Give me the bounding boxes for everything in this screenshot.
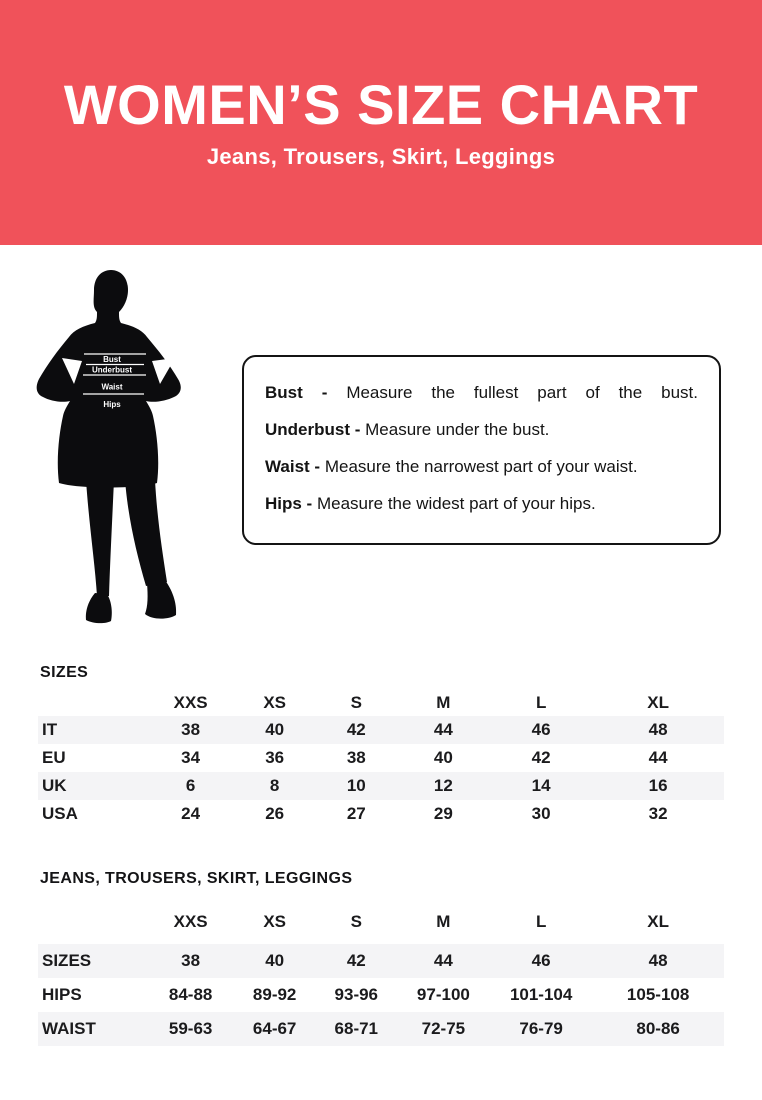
- size-cell: 72-75: [421, 1019, 466, 1038]
- page-title: WOMEN’S SIZE CHART: [63, 73, 699, 136]
- size-cell: 14: [531, 776, 551, 795]
- size-cell: 44: [433, 720, 453, 739]
- column-header-xs: XS: [263, 912, 286, 931]
- silhouette-left-shoe: [86, 593, 112, 623]
- size-cell: 40: [433, 748, 453, 767]
- measurement-definitions-box: [242, 355, 721, 545]
- table-row-usa: [38, 800, 724, 828]
- column-header-xl: XL: [647, 693, 669, 712]
- row-label-uk: UK: [42, 776, 67, 795]
- column-header-m: M: [436, 693, 451, 712]
- size-cell: 26: [265, 804, 285, 823]
- size-cell: 48: [648, 720, 668, 739]
- measure-term-underbust: Underbust -: [265, 420, 361, 439]
- measure-text-underbust: Measure under the bust.: [365, 420, 550, 439]
- size-cell: 36: [265, 748, 285, 767]
- measure-text-bust: Measure the fullest part of the bust.: [346, 383, 698, 402]
- size-cell: 97-100: [416, 985, 470, 1004]
- row-label-it: IT: [42, 720, 58, 739]
- size-cell: 32: [648, 804, 668, 823]
- size-cell: 59-63: [168, 1019, 213, 1038]
- sizes-table-title: SIZES: [40, 664, 89, 681]
- size-cell: 12: [433, 776, 453, 795]
- size-cell: 80-86: [636, 1019, 680, 1038]
- size-cell: 46: [531, 951, 551, 970]
- body-silhouette: [38, 262, 208, 632]
- sizes-table-corner-cell: [38, 690, 148, 716]
- size-cell: 6: [185, 776, 196, 795]
- table-row-hips: [38, 978, 724, 1012]
- size-cell: 44: [648, 748, 668, 767]
- bottoms-table-header-row: [38, 900, 724, 944]
- size-cell: 8: [269, 776, 280, 795]
- sizes-table-section: [38, 664, 724, 828]
- silhouette-right-leg: [125, 480, 167, 586]
- measure-term-hips: Hips -: [265, 494, 313, 513]
- size-cell: 38: [181, 720, 201, 739]
- size-cell: 16: [648, 776, 668, 795]
- measure-text-waist: Measure the narrowest part of your waist.: [324, 457, 638, 476]
- sizes-table: [38, 690, 724, 828]
- row-label-sizes: SIZES: [42, 951, 92, 970]
- column-header-xxs: XXS: [173, 912, 208, 931]
- size-cell: 40: [265, 720, 285, 739]
- column-header-l: L: [535, 693, 547, 712]
- measure-term-bust: Bust -: [265, 383, 328, 402]
- size-cell: 38: [346, 748, 366, 767]
- size-cell: 29: [433, 804, 453, 823]
- table-row-it: [38, 716, 724, 744]
- size-cell: 40: [265, 951, 285, 970]
- size-cell: 64-67: [252, 1019, 297, 1038]
- measure-item-bust: [265, 382, 698, 403]
- size-cell: 105-108: [626, 985, 690, 1004]
- page-subtitle: Jeans, Trousers, Skirt, Leggings: [206, 144, 556, 169]
- size-cell: 42: [346, 951, 366, 970]
- sizes-table-header-row: [38, 690, 724, 716]
- column-header-xl: XL: [647, 912, 669, 931]
- size-cell: 30: [531, 804, 551, 823]
- column-header-m: M: [436, 912, 451, 931]
- row-label-usa: USA: [42, 804, 78, 823]
- row-label-waist: WAIST: [42, 1019, 96, 1038]
- size-cell: 10: [346, 776, 366, 795]
- silhouette-right-shoe: [145, 580, 176, 619]
- size-cell: 38: [181, 951, 201, 970]
- column-header-s: S: [350, 912, 362, 931]
- size-cell: 48: [648, 951, 668, 970]
- silhouette-label-bust: Bust: [103, 355, 121, 364]
- measure-item-underbust: [265, 419, 698, 440]
- size-cell: 42: [346, 720, 366, 739]
- table-row-waist: [38, 1012, 724, 1046]
- size-cell: 101-104: [509, 985, 573, 1004]
- column-header-s: S: [350, 693, 362, 712]
- column-header-xs: XS: [263, 693, 286, 712]
- column-header-xxs: XXS: [173, 693, 208, 712]
- size-cell: 89-92: [252, 985, 297, 1004]
- size-cell: 93-96: [334, 985, 379, 1004]
- size-cell: 27: [346, 804, 366, 823]
- column-header-l: L: [535, 912, 547, 931]
- row-label-eu: EU: [42, 748, 66, 767]
- size-cell: 76-79: [519, 1019, 563, 1038]
- size-cell: 46: [531, 720, 551, 739]
- table-row-sizes: [38, 944, 724, 978]
- row-label-hips: HIPS: [42, 985, 82, 1004]
- measure-item-waist: [265, 456, 698, 477]
- bottoms-table: [38, 900, 724, 1046]
- measure-text-hips: Measure the widest part of your hips.: [316, 494, 596, 513]
- silhouette-label-underbust: Underbust: [92, 365, 132, 375]
- measure-item-hips: [265, 493, 698, 514]
- size-cell: 44: [433, 951, 453, 970]
- table-row-uk: [38, 772, 724, 800]
- bottoms-table-section: [38, 870, 724, 1046]
- size-cell: 34: [181, 748, 201, 767]
- measure-term-waist: Waist -: [265, 457, 321, 476]
- size-cell: 84-88: [168, 985, 213, 1004]
- size-cell: 68-71: [334, 1019, 379, 1038]
- silhouette-label-hips: Hips: [103, 400, 121, 409]
- woman-silhouette-graphic: [38, 262, 208, 632]
- table-row-eu: [38, 744, 724, 772]
- header-banner: [0, 0, 762, 245]
- silhouette-left-leg: [86, 480, 114, 596]
- bottoms-table-corner-cell: [38, 900, 148, 944]
- bottoms-table-title: JEANS, TROUSERS, SKIRT, LEGGINGS: [40, 870, 353, 887]
- size-cell: 42: [531, 748, 551, 767]
- silhouette-label-waist: Waist: [101, 382, 123, 392]
- size-cell: 24: [181, 804, 201, 823]
